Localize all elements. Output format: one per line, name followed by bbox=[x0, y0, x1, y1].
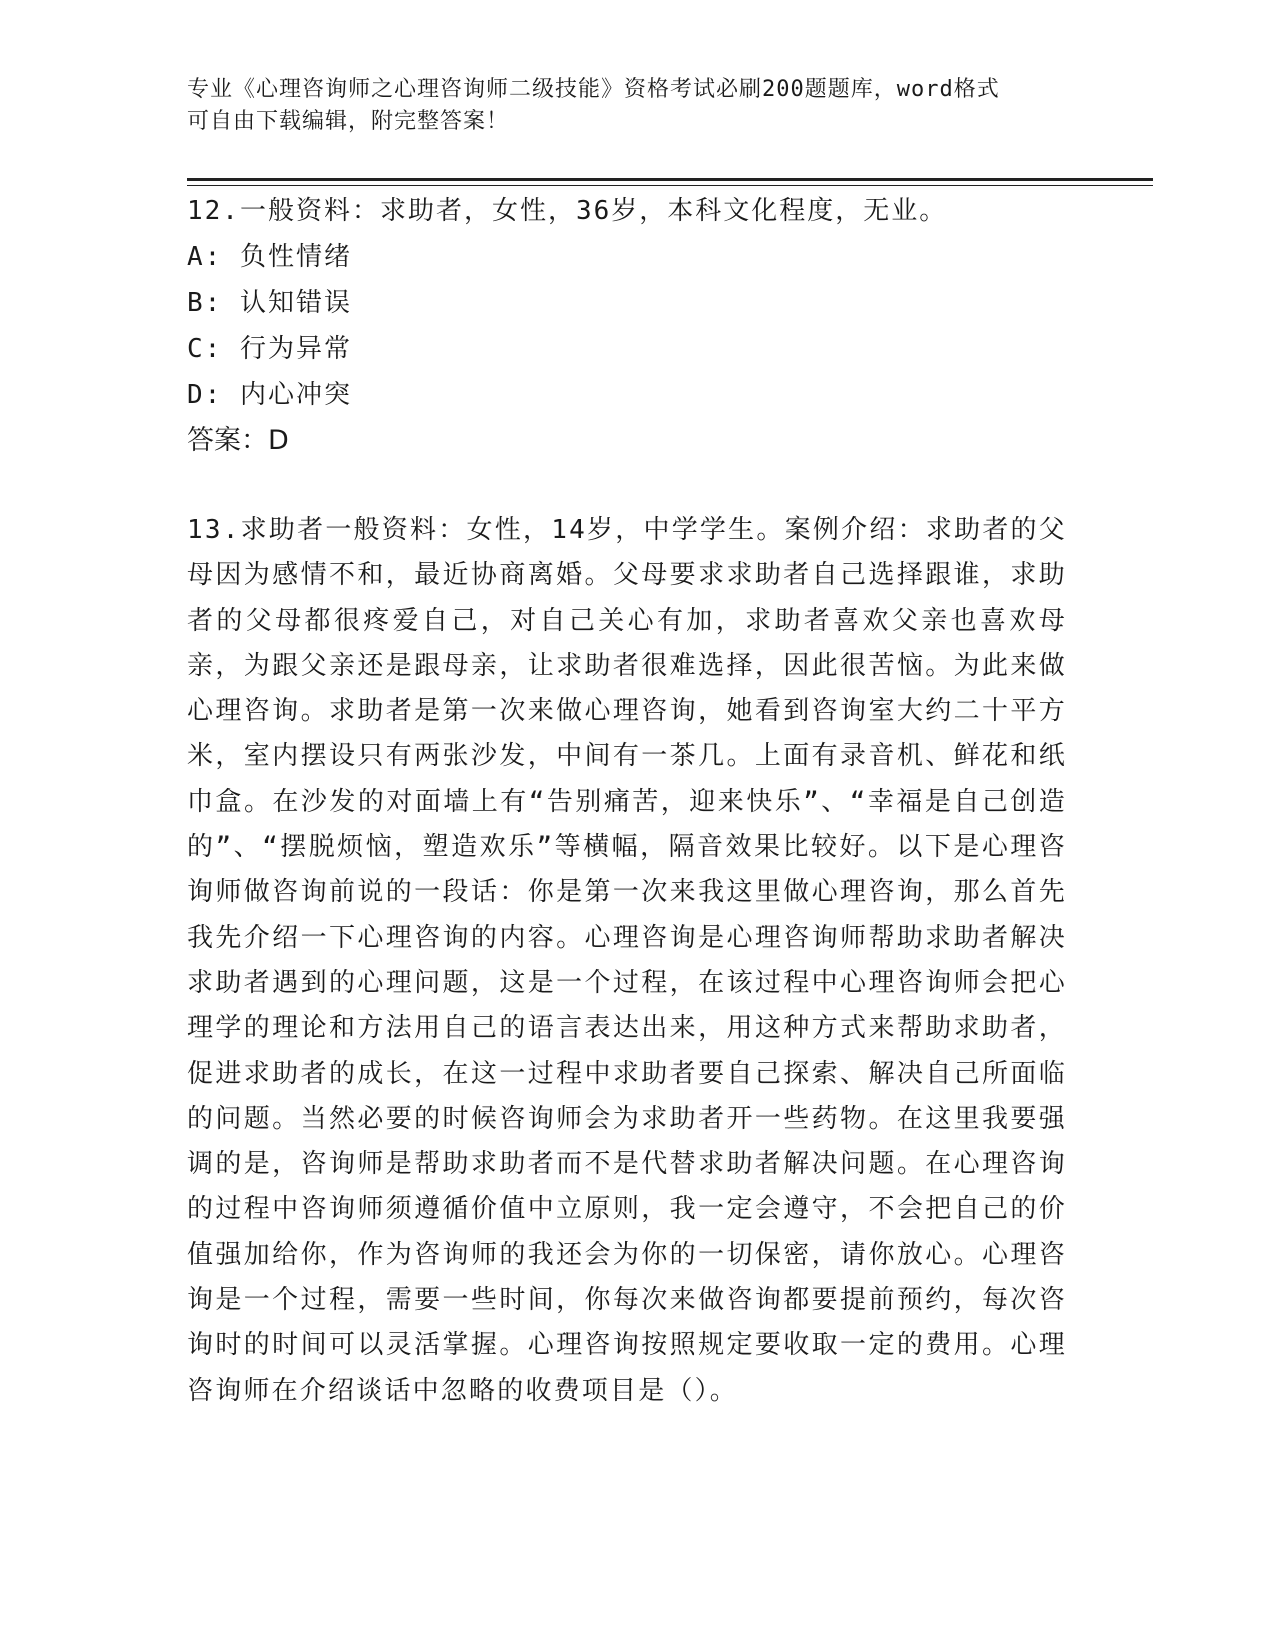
option-d: D: 内心冲突 bbox=[187, 380, 352, 410]
answer-line: 答案：D bbox=[187, 425, 289, 456]
option-c: C: 行为异常 bbox=[187, 334, 352, 364]
question-stem: 12.一般资料：求助者，女性，36岁，本科文化程度，无业。 bbox=[187, 196, 948, 226]
header-divider-thin bbox=[187, 185, 1153, 186]
question-stem: 13.求助者一般资料：女性，14岁，中学学生。案例介绍：求助者的父母因为感情不和，最近协商离婚。父母要求求助者自己选择跟谁，求助者的父母都很疼爱自己，对自己关心有加，求助者喜欢父亲也喜欢母亲，为跟父亲还是跟母亲，让求助者很难选择，因此很苦恼。为此来做心理咨询。求助者是第一次来做心理咨询，她看到咨询室大约二十平方米，室内摆设只有两张沙发，中间有一茶几。上面有录音机、鲜花和纸巾盒。在沙发的对面墙上有“告别痛苦，迎来快乐”、“幸福是自己创造的”、“摆脱烦恼，塑造欢乐”等横幅，隔音效果比较好。以下是心理咨询师做咨询前说的一段话：你是第一次来我这里做心理咨询，那么首先我先介绍一下心理咨询的内容。心理咨询是心理咨询师帮助求助者解决求助者遇到的心理问题，这是一个过程，在该过程中心理咨询师会把心理学的理论和方法用自己的语言表达出来，用这种方式来帮助求助者，促进求助者的成长，在这一过程中求助者要自己探索、解决自己所面临的问题。当然必要的时候咨询师会为求助者开一些药物。在这里我要强调的是，咨询师是帮助求助者而不是代替求助者解决问题。在心理咨询的过程中咨询师须遵循价值中立原则，我一定会遵守，不会把自己的价值强加给你，作为咨询师的我还会为你的一切保密，请你放心。心理咨询是一个过程，需要一些时间，你每次来做咨询都要提前预约，每次咨询时的时间可以灵活掌握。心理咨询按照规定要收取一定的费用。心理咨询师在介绍谈话中忽略的收费项目是（）。 bbox=[187, 515, 1067, 1406]
header-divider-thick bbox=[187, 178, 1153, 181]
option-a: A: 负性情绪 bbox=[187, 242, 352, 272]
option-b: B: 认知错误 bbox=[187, 288, 352, 318]
header-line-1: 专业《心理咨询师之心理咨询师二级技能》资格考试必刷200题题库，word格式 bbox=[187, 77, 1000, 102]
document-header bbox=[187, 74, 1067, 138]
question-13 bbox=[187, 508, 1067, 1414]
header-line-2: 可自由下载编辑，附完整答案！ bbox=[187, 109, 510, 134]
question-12 bbox=[187, 188, 1087, 464]
